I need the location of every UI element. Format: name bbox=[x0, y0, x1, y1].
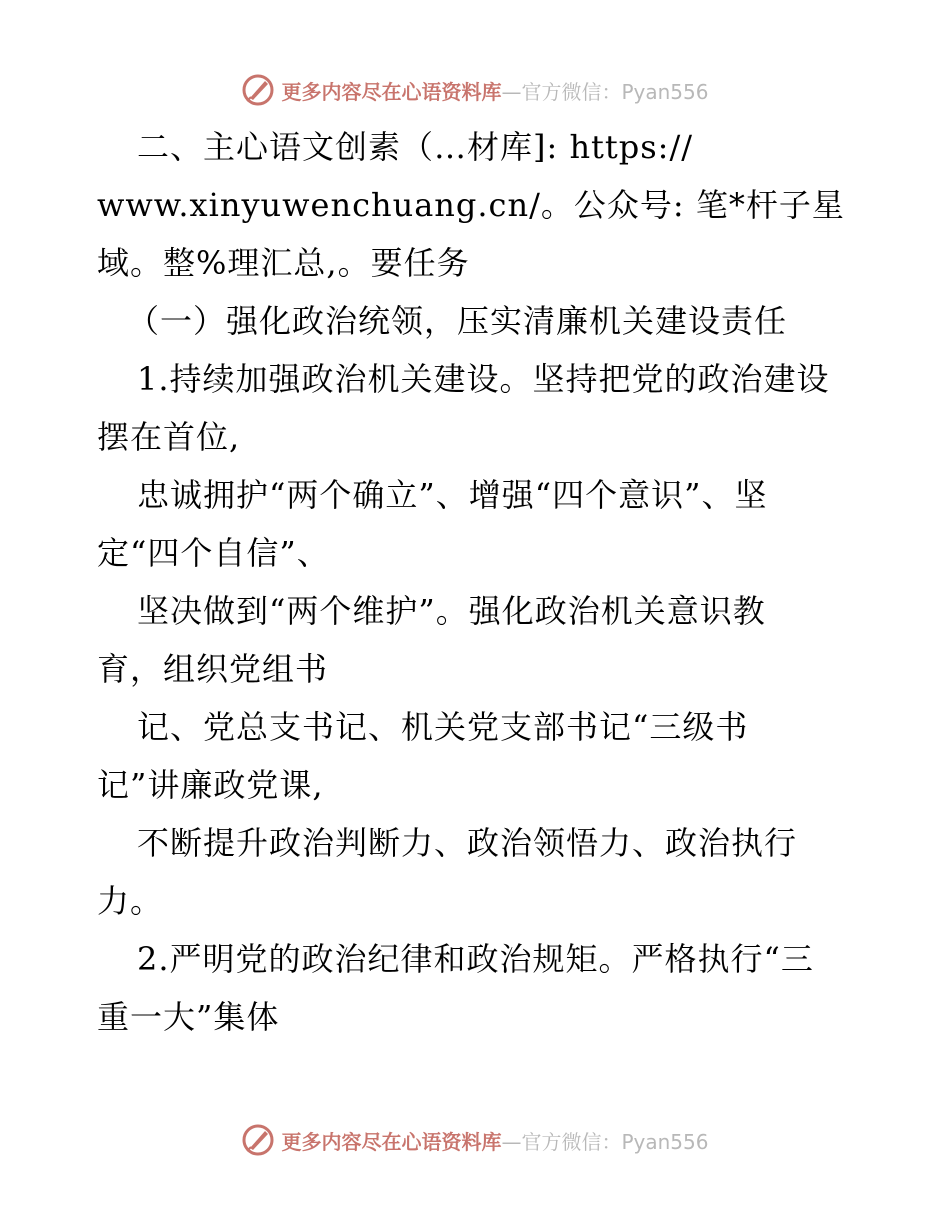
text-line: 坚决做到“两个维护”。强化政治机关意识教 bbox=[137, 592, 766, 630]
watermark-separator: — bbox=[501, 1129, 522, 1154]
header-watermark bbox=[0, 70, 950, 110]
text-line: 二、主心语文创素（…材库]: https:// bbox=[137, 128, 694, 166]
text-line: 不断提升政治判断力、政治领悟力、政治执行 bbox=[137, 824, 798, 862]
text-line: 忠诚拥护“两个确立”、增强“四个意识”、坚 bbox=[137, 476, 768, 514]
text-line: 域。整%理汇总,。要任务 bbox=[97, 244, 470, 282]
quill-circle-icon bbox=[241, 1123, 275, 1157]
section-heading: （一）强化政治统领，压实清廉机关建设责任 bbox=[127, 302, 788, 340]
watermark-text bbox=[281, 1126, 708, 1155]
watermark-brand: 更多内容尽在心语资料库 bbox=[281, 1129, 502, 1154]
watermark-wechat: 官方微信：Pyan556 bbox=[521, 79, 709, 104]
text-line: 2.严明党的政治纪律和政治规矩。严格执行“三 bbox=[137, 940, 814, 978]
text-line: 力。 bbox=[97, 882, 164, 920]
watermark-wechat: 官方微信：Pyan556 bbox=[521, 1129, 709, 1154]
text-line: 重一大”集体 bbox=[97, 998, 280, 1036]
document-body bbox=[97, 118, 857, 1046]
text-line: 育，组织党组书 bbox=[97, 650, 329, 688]
quill-circle-icon bbox=[241, 73, 275, 107]
watermark-text bbox=[281, 76, 708, 105]
text-line: 记、党总支书记、机关党支部书记“三级书 bbox=[137, 708, 749, 746]
footer-watermark bbox=[0, 1120, 950, 1160]
watermark-brand: 更多内容尽在心语资料库 bbox=[281, 79, 502, 104]
text-line: 定“四个自信”、 bbox=[97, 534, 330, 572]
text-line: www.xinyuwenchuang.cn/。公众号: 笔*杆子星 bbox=[97, 186, 845, 224]
text-line: 摆在首位, bbox=[97, 418, 241, 456]
text-line: 1.持续加强政治机关建设。坚持把党的政治建设 bbox=[137, 360, 830, 398]
text-line: 记”讲廉政党课, bbox=[97, 766, 324, 804]
watermark-separator: — bbox=[501, 79, 522, 104]
